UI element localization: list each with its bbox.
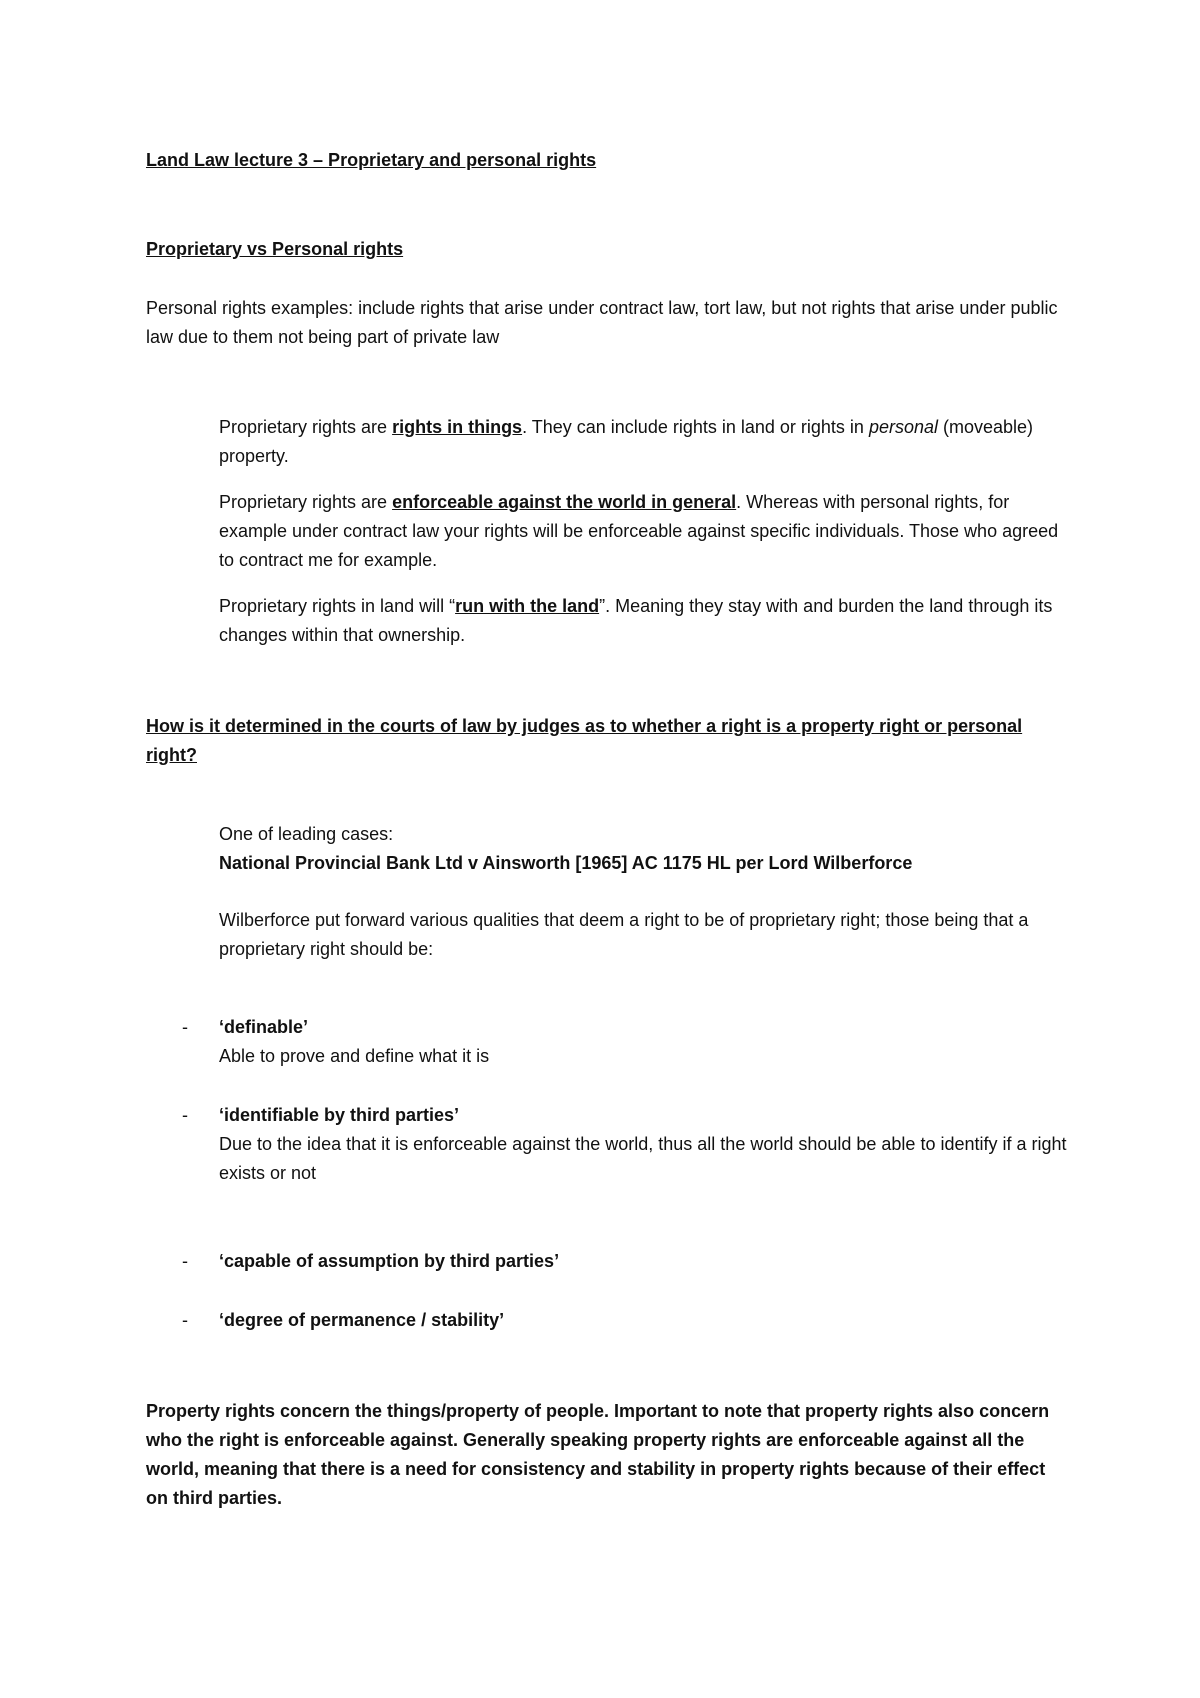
dash-marker: - [182,1017,188,1037]
case-citation: National Provincial Bank Ltd v Ainsworth [1965] AC 1175 HL per Lord Wilberforce [219,853,913,873]
bullet-item-run-with-land [219,592,1059,650]
document-title: Land Law lecture 3 – Proprietary and personal rights [146,150,597,170]
bullet-text-post: ”. Meaning they stay with and burden the land through its changes within that ownership. [219,596,1053,645]
bullet-item-enforceable [219,488,1059,575]
quality-term-identifiable: ‘identifiable by third parties’ [219,1105,460,1125]
bullet-emphasis: run with the land [455,596,600,616]
bullet-text-pre: Proprietary rights in land will “ [219,596,456,616]
dash-marker: - [182,1310,188,1330]
dash-marker: - [182,1251,188,1271]
bullet-emphasis: enforceable against the world in general [392,492,737,512]
section-heading-how-determined: How is it determined in the courts of law by judges as to whether a right is a property right or personal right? [146,716,1023,765]
quality-explanation-identifiable: Due to the idea that it is enforceable against the world, thus all the world should be able to identify if a right exists or not [219,1134,1067,1183]
bullet-italic: personal [868,417,938,437]
conclusion-paragraph: Property rights concern the things/property of people. Important to note that property rights also concern who the right is enforceable against. Generally speaking property rights are enforceable against all the world, meaning that there is a need for consistency and stability in property rights because of their effect on third parties. [146,1401,1050,1508]
dash-marker: - [182,1105,188,1125]
bullet-text-post: . Whereas with personal rights, for example under contract law your rights will be enforceable against specific individuals. Those who agreed to contract me for example. [219,492,1059,570]
qualities-intro: Wilberforce put forward various qualities that deem a right to be of proprietary right; those being that a proprietary right should be: [219,910,1029,959]
quality-term-permanence: ‘degree of permanence / stability’ [219,1310,505,1330]
bullet-text-mid: . They can include rights in land or rights in [522,417,869,437]
quality-term-definable: ‘definable’ [219,1017,309,1037]
bullet-item-rights-in-things [219,413,1059,471]
quality-term-capable-of-assumption: ‘capable of assumption by third parties’ [219,1251,560,1271]
quality-explanation-definable: Able to prove and define what it is [219,1046,490,1066]
personal-rights-intro: Personal rights examples: include rights that arise under contract law, tort law, but not rights that arise under public law due to them not being part of private law [146,298,1058,347]
section-heading-proprietary-vs-personal: Proprietary vs Personal rights [146,239,404,259]
bullet-text-post: (moveable) property. [219,417,1034,466]
bullet-emphasis: rights in things [392,417,523,437]
bullet-text-pre: Proprietary rights are [219,492,393,512]
leading-case-label: One of leading cases: [219,824,394,844]
bullet-text-pre: Proprietary rights are [219,417,393,437]
